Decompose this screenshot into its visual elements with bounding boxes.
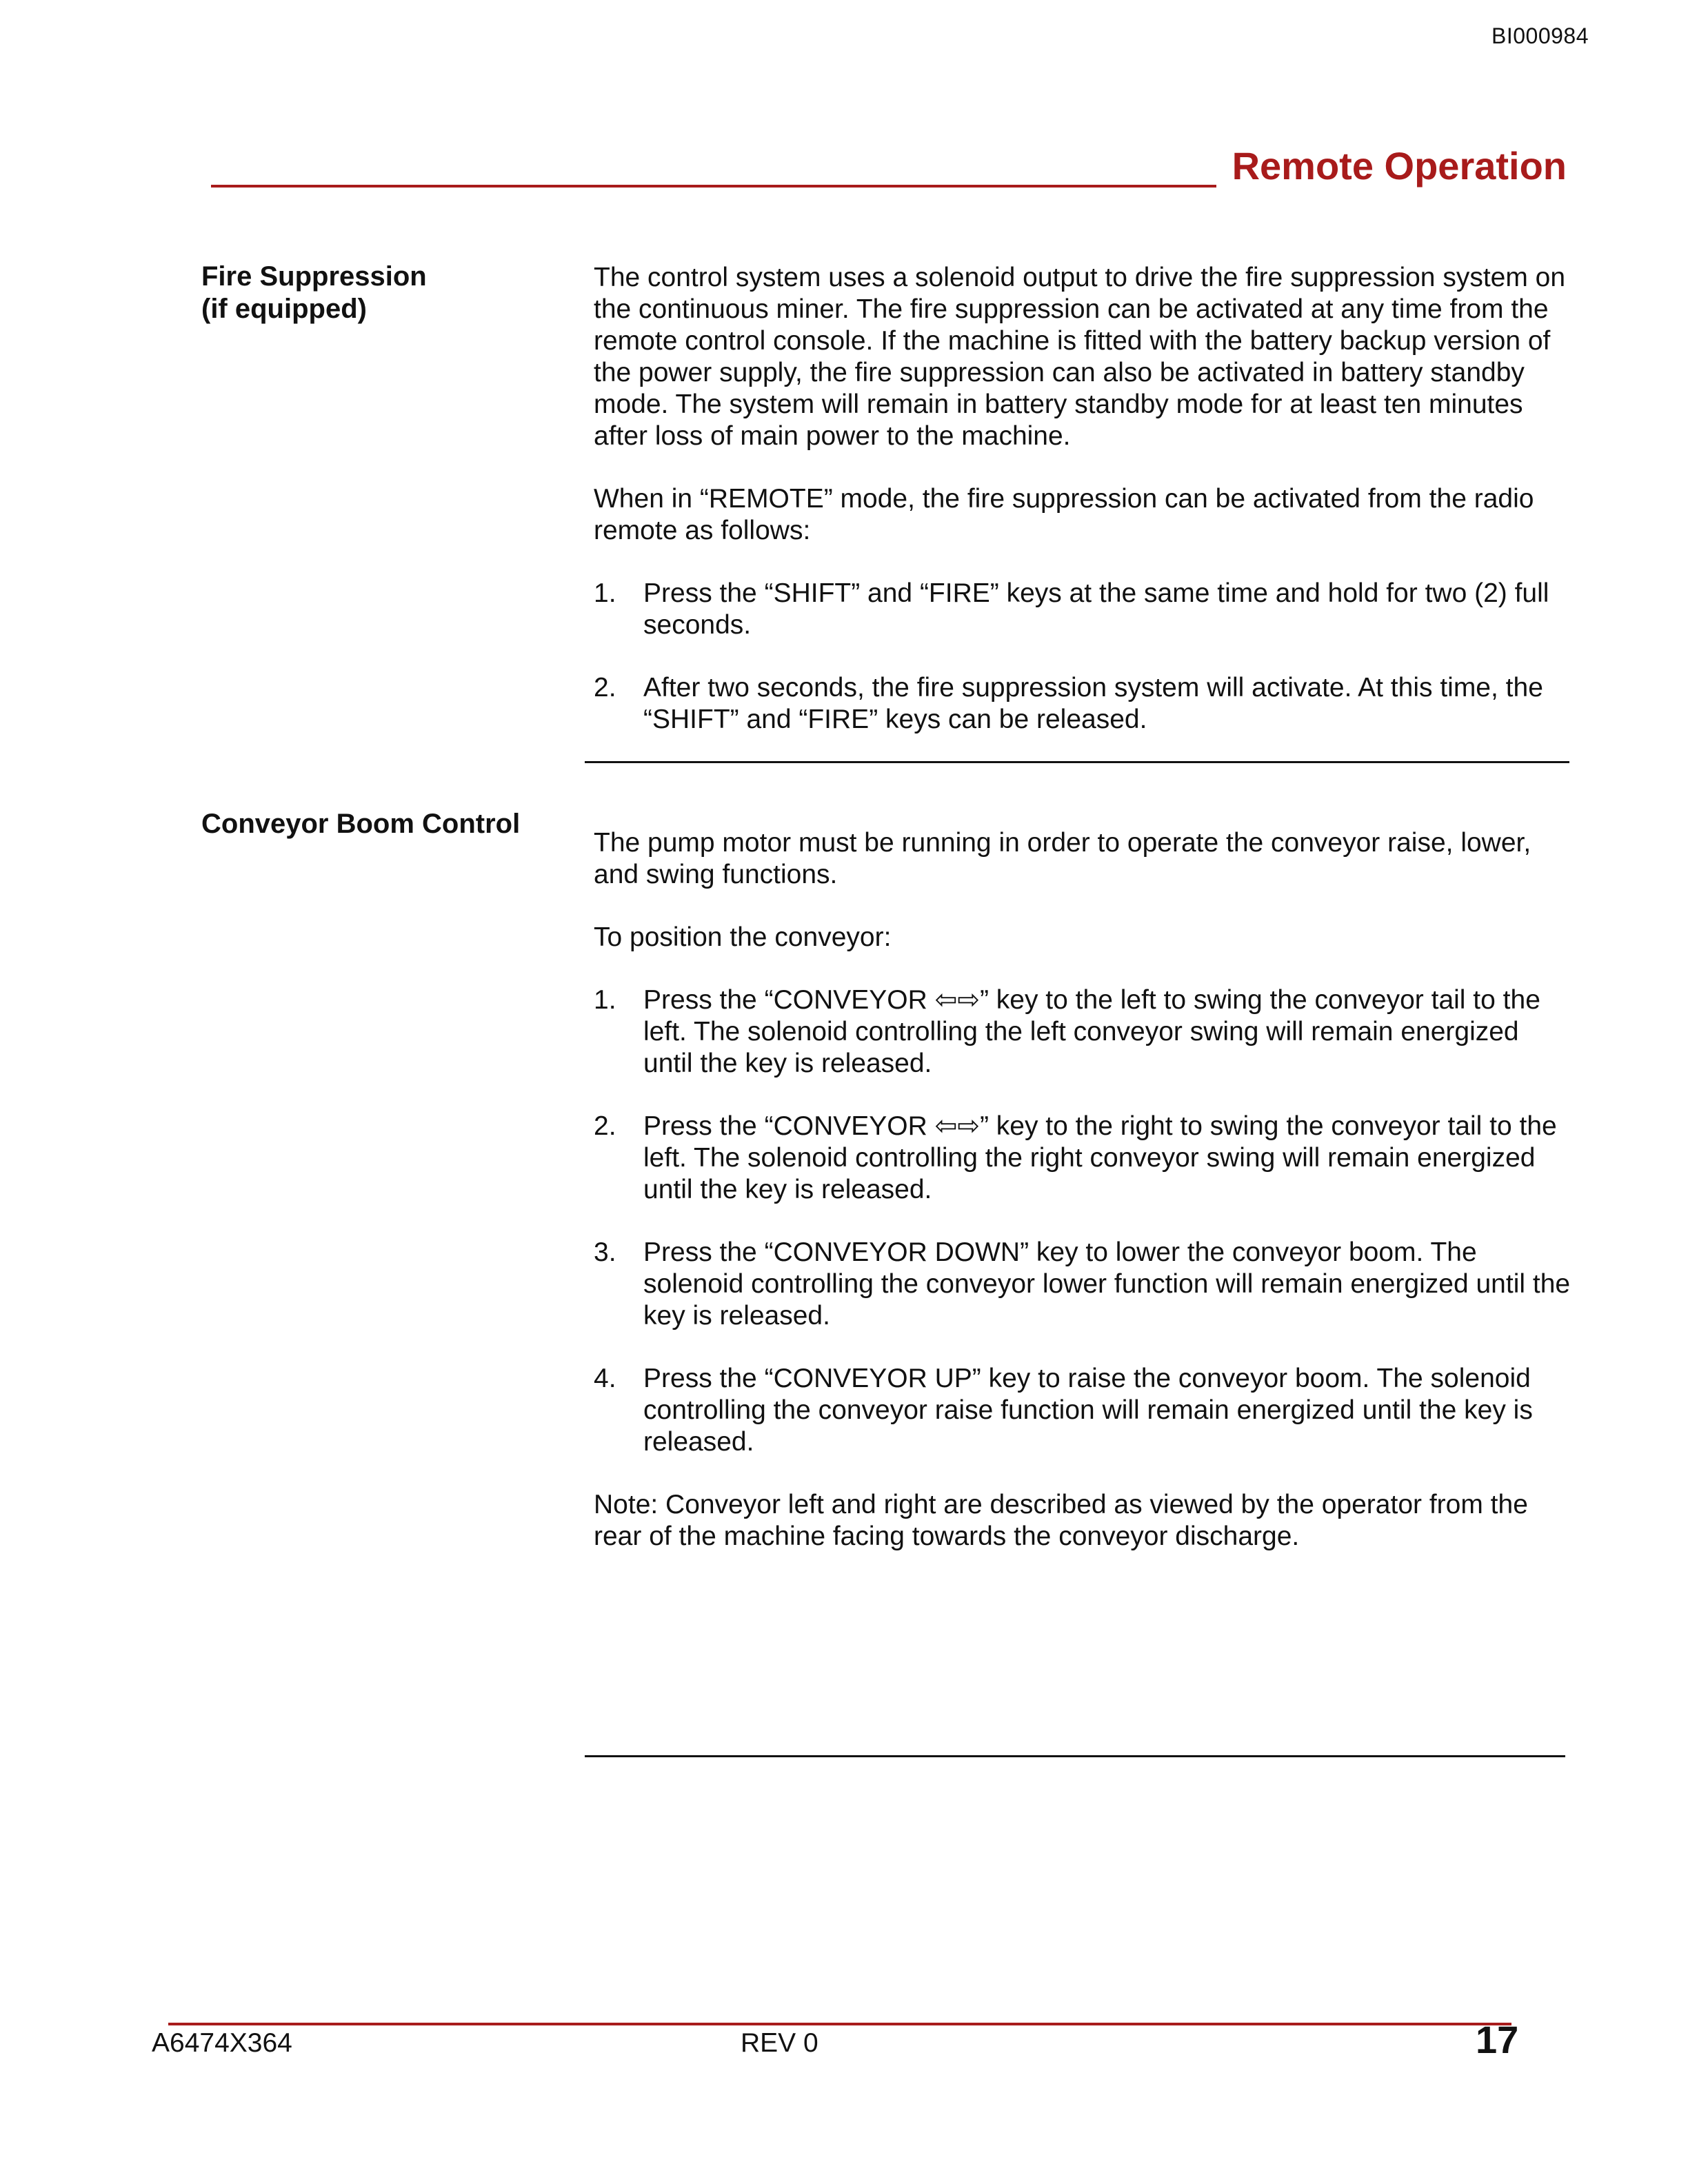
list-item-text: Press the “CONVEYOR DOWN” key to lower the conveyor boom. The solenoid controlling the conveyor lower function will remain energized until the key is released. (643, 1237, 1571, 1331)
list-item-number: 2. (594, 1111, 616, 1141)
list-item (594, 578, 1573, 641)
paragraph: To position the conveyor: (594, 922, 892, 952)
footer-rule (168, 2023, 1511, 2025)
list-item (594, 672, 1573, 736)
list-item-text: Press the “CONVEYOR UP” key to raise the conveyor boom. The solenoid controlling the conveyor raise function will remain energized until the key is released. (643, 1364, 1533, 1457)
list-item (594, 1111, 1573, 1206)
page-title: Remote Operation (1232, 144, 1567, 188)
list-item-text: Press the “CONVEYOR ⇦⇨” key to the right to swing the conveyor tail to the left. The solenoid controlling the right conveyor swing will remain energized until the key is released. (643, 1111, 1557, 1204)
list-item (594, 984, 1573, 1080)
footer-revision: REV 0 (741, 2028, 818, 2058)
list-item (594, 1237, 1573, 1332)
section-heading-fire-suppression (201, 261, 427, 325)
list-item-number: 3. (594, 1237, 616, 1267)
section-body-conveyor-boom (594, 827, 1573, 1584)
section-heading-conveyor-boom (201, 808, 520, 840)
list-item-number: 4. (594, 1364, 616, 1393)
document-id: BI000984 (1491, 23, 1589, 48)
list-item-text: Press the “CONVEYOR ⇦⇨” key to the left to swing the conveyor tail to the left. The solenoid controlling the left conveyor swing will remain energized until the key is released. (643, 985, 1540, 1078)
list-item-number: 2. (594, 673, 616, 702)
section-heading-text: Conveyor Boom Control (201, 809, 521, 839)
note-text: Note: Conveyor left and right are described as viewed by the operator from the rear of the machine facing towards the conveyor discharge. (594, 1490, 1528, 1551)
section-divider (585, 761, 1569, 763)
paragraph: The control system uses a solenoid output to drive the fire suppression system on the continuous miner. The fire suppression can be activated at any time from the remote control console. If the machine is fitted with the battery backup version of the power supply, the fire suppression can also be activated in battery standby mode. The system will remain in battery standby mode for at least ten minutes after loss of main power to the machine. (594, 263, 1566, 451)
section-divider (585, 1755, 1565, 1757)
paragraph: When in “REMOTE” mode, the fire suppression can be activated from the radio remote as follows: (594, 484, 1534, 545)
page-number: 17 (1476, 2018, 1519, 2061)
section-heading-text: Fire Suppression (if equipped) (201, 261, 427, 324)
paragraph: The pump motor must be running in order to operate the conveyor raise, lower, and swing functions. (594, 828, 1531, 889)
list-item-text: Press the “SHIFT” and “FIRE” keys at the same time and hold for two (2) full seconds. (643, 578, 1549, 640)
list-item (594, 1363, 1573, 1458)
list-item-number: 1. (594, 985, 616, 1015)
title-rule (211, 185, 1216, 188)
footer-document-number: A6474X364 (152, 2028, 292, 2058)
list-item-number: 1. (594, 578, 616, 608)
section-body-fire-suppression (594, 262, 1573, 767)
list-item-text: After two seconds, the fire suppression system will activate. At this time, the “SHIFT” and “FIRE” keys can be released. (643, 673, 1543, 734)
